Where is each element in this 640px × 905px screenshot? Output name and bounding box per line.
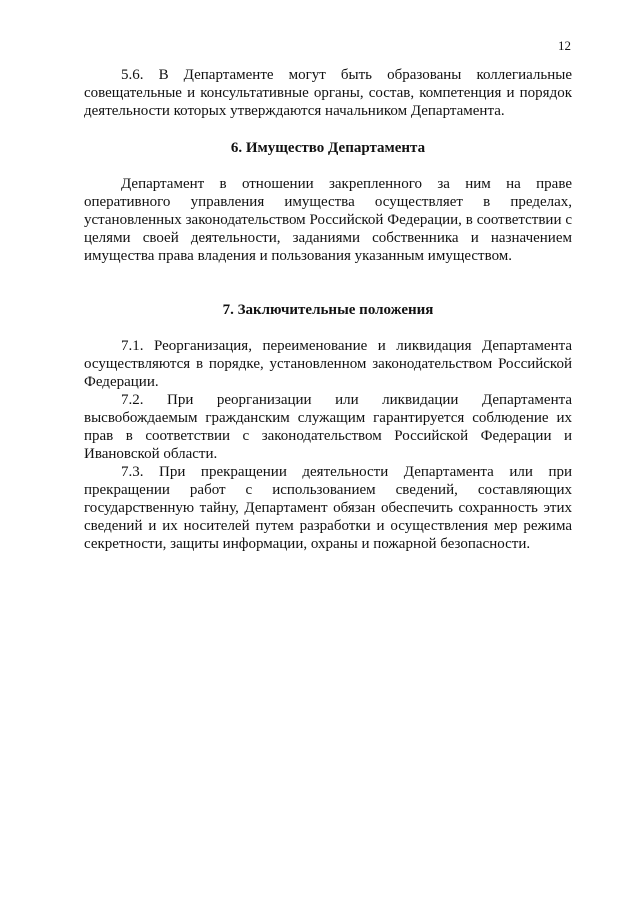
section-6-paragraph: Департамент в отношении закрепленного за ним на праве оперативного управления имущества осуществляет в пределах, установленных законодательством Российской Федерации, в соответствии с целями своей деятельности, заданиями собственника и назначением имущества права владения и пользования указанным имуществом. bbox=[84, 176, 572, 264]
page-number: 12 bbox=[558, 38, 571, 53]
section-7-heading: 7. Заключительные положения bbox=[222, 302, 434, 318]
paragraph-5-6: 5.6. В Департаменте могут быть образованы коллегиальные совещательные и консультативные органы, состав, компетенция и порядок деятельности которых утверждаются начальником Департамента. bbox=[84, 67, 572, 119]
paragraph-7-2: 7.2. При реорганизации или ликвидации Департамента высвобождаемым гражданским служащим гарантируется соблюдение их прав в соответствии с законодательством Российской Федерации и Ивановской области. bbox=[84, 392, 572, 462]
paragraph-7-3: 7.3. При прекращении деятельности Департамента или при прекращении работ с использованием сведений, составляющих государственную тайну, Департамент обязан обеспечить сохранность этих сведений и их носителей путем разработки и осуществления мер режима секретности, защиты информации, охраны и пожарной безопасности. bbox=[84, 464, 572, 552]
section-6-heading: 6. Имущество Департамента bbox=[230, 140, 426, 156]
paragraph-7-1: 7.1. Реорганизация, переименование и ликвидация Департамента осуществляются в порядке, установленном законодательством Российской Федерации. bbox=[84, 338, 572, 390]
document-body bbox=[84, 66, 572, 553]
